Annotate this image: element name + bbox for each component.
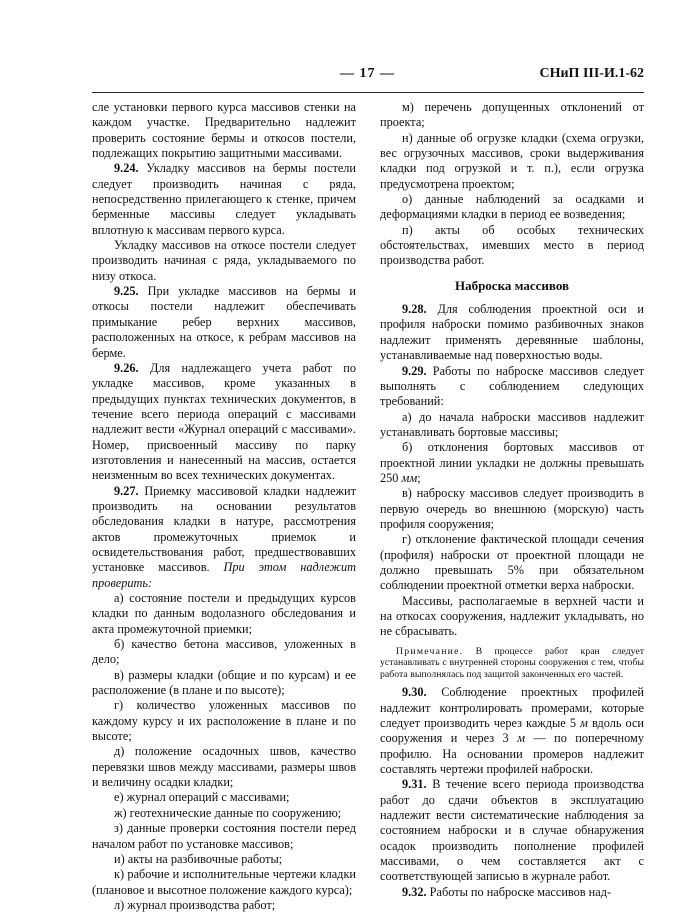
paragraph [380,440,644,486]
paragraph-text: Работы по наброске массивов следует выполнять с соблюдением следующих требований: [380,363,644,409]
paragraph [380,777,644,884]
note-label: Примечание. [396,645,464,657]
paragraph [92,637,356,668]
paragraph-text: б) качество бетона массивов, уложенных в дело; [92,637,356,667]
paragraph [92,361,356,484]
paragraph [380,486,644,532]
paragraph-text: е) журнал операций с массивами; [114,790,290,805]
paragraph [380,100,644,131]
paragraph-text: Соблюдение проектных профилей надлежит контролировать промерами, которые следует производить через каждые 5 [380,685,644,730]
paragraph-text: В течение всего периода производства работ до сдачи объектов в эксплуатацию надлежит вести систематические наблюдения за состоянием наброски и в случае обнаружения осадок производить пополнение профилей массивами, о чем составляется акт с соответствующей записью в журнале работ. [380,777,644,884]
paragraph-text: м) перечень допущенных отклонений от проекта; [380,100,644,130]
clause-number: 9.32. [402,884,427,899]
paragraph-text: Работы по наброске массивов над- [426,884,612,899]
paragraph-text: л) журнал производства работ; [114,897,276,912]
paragraph [380,885,644,900]
paragraph [380,302,644,363]
note [380,646,644,681]
clause-number: 9.27. [114,483,139,498]
page-number: — 17 — [340,66,395,81]
paragraph-text: в) наброску массивов следует производить в первую очередь во внешнюю (морскую) часть профиля сооружения; [380,486,644,531]
paragraph [380,685,644,777]
paragraph-text: к) рабочие и исполнительные чертежи кладки (плановое и высотное положение каждого курса); [92,867,356,897]
paragraph-text: При укладке массивов на бермы и откосы постели надлежит обеспечивать примыкание ребер верхних массивов, расположенных на откосе, к ребрам массивов на берме. [92,284,356,360]
paragraph [92,806,356,821]
paragraph-text: а) состояние постели и предыдущих курсов кладки по данным водолазного обследования и акта промежуточной приемки; [92,591,356,636]
paragraph [92,100,356,161]
paragraph [380,131,644,192]
paragraph-text: Приемку массивовой кладки надлежит производить на основании результатов обследования кладки в натуре, рассмотрения актов промежуточных приемок и освидетельствования работ, предшествовавших установке массивов. [92,483,356,575]
text-columns [92,100,644,913]
paragraph [92,790,356,805]
paragraph-text: и) акты на разбивочные работы; [114,851,283,866]
paragraph-text: п) акты об особых технических обстоятельствах, имевших место в период производства работ. [380,222,644,268]
right-column [380,100,644,913]
paragraph-text: г) количество уложенных массивов по каждому курсу и их расположение в плане и по высоте; [92,698,356,744]
paragraph-text: д) положение осадочных швов, качество перевязки швов между массивами, размеры швов и величину осадки кладки; [92,744,356,790]
paragraph [92,867,356,898]
paragraph-text: о) данные наблюдений за осадками и деформациями кладки в период ее возведения; [380,192,644,222]
clause-number: 9.26. [114,360,139,375]
document-code: СНиП III-И.1-62 [539,66,644,81]
paragraph [380,192,644,223]
paragraph [380,410,644,441]
clause-number: 9.24. [114,161,139,176]
paragraph [92,238,356,284]
paragraph [92,484,356,591]
italic-text: м [517,731,525,746]
paragraph [92,898,356,913]
paragraph-text: б) отклонения бортовых массивов от проектной линии укладки не должны превышать 250 [380,440,644,485]
paragraph [380,594,644,640]
paragraph [92,744,356,790]
paragraph [380,532,644,593]
paragraph-text: вдоль оси сооружения и через 3 [380,715,644,746]
italic-text: При этом надлежит проверить: [92,560,356,590]
clause-number: 9.31. [402,777,427,792]
section-title: Наброска массивов [454,277,570,293]
paragraph [380,364,644,410]
header-rule [92,92,644,93]
paragraph [92,852,356,867]
paragraph [92,284,356,361]
paragraph-text: сле установки первого курса массивов стенки на каждом участке. Предварительно надлежит проверить состояние бермы и откосов постели, подлежащих покрытию защитными массивами. [92,100,356,161]
paragraph-text: — по поперечному профилю. На основании промеров надлежит составлять чертежи профилей наброски. [380,731,644,776]
paragraph-text: ; [417,470,421,485]
italic-text: мм [401,470,418,485]
paragraph-text: а) до начала наброски массивов надлежит устанавливать бортовые массивы; [380,409,644,439]
paragraph-text: Для соблюдения проектной оси и профиля наброски помимо разбивочных знаков надлежит применять деревянные шаблоны, устанавливаемые над поверхностью воды. [380,302,644,363]
paragraph [92,698,356,744]
note-text: В процессе работ кран следует устанавливать с внутренней стороны сооружения с тем, чтобы работа выполнялась под защитой законченных его частей. [380,645,644,680]
paragraph-text: н) данные об огрузке кладки (схема огрузки, вес огрузочных массивов, сроки выдерживания кладки под огрузкой и т. п.), если огрузка предусмотрена проектом; [380,130,644,191]
clause-number: 9.28. [402,302,427,317]
paragraph [92,668,356,699]
paragraph-text: Для надлежащего учета работ по укладке массивов, кроме указанных в предыдущих пунктах технических документов, в течение всего периода операций с массивами надлежит вести «Журнал операций с массивами». Номер, присвоенный массиву по парку изготовления и нанесенный на массив, остается неизменным во всех технических документах. [92,360,356,483]
paragraph-text: з) данные проверки состояния постели перед началом работ по установке массивов; [92,821,356,851]
italic-text: м [580,715,588,730]
paragraph-text: ж) геотехнические данные по сооружению; [114,805,342,820]
paragraph [380,223,644,269]
paragraph [92,161,356,238]
left-column [92,100,356,913]
paragraph-text: Укладку массивов на бермы постели следует производить начиная с ряда, непосредственно прилегающего к стенке, причем берменные массивы следует укладывать вплотную к массивам первого курса. [92,161,356,237]
paragraph-text: Массивы, располагаемые в верхней части и на откосах сооружения, надлежит укладывать, но не сбрасывать. [380,593,644,639]
paragraph [92,591,356,637]
clause-number: 9.30. [402,685,427,700]
paragraph-text: в) размеры кладки (общие и по курсам) и ее расположение (в плане и по высоте); [92,667,356,698]
clause-number: 9.25. [114,284,139,299]
paragraph-text: Укладку массивов на откосе постели следует производить начиная с ряда, укладываемого по низу откоса. [92,238,356,283]
paragraph-text: г) отклонение фактической площади сечения (профиля) наброски от проектной площади не должно превышать 5% при обязательном соблюдении проектной отметки верха наброски. [380,532,644,593]
page-header [92,66,644,86]
paragraph [92,821,356,852]
clause-number: 9.29. [402,363,427,378]
